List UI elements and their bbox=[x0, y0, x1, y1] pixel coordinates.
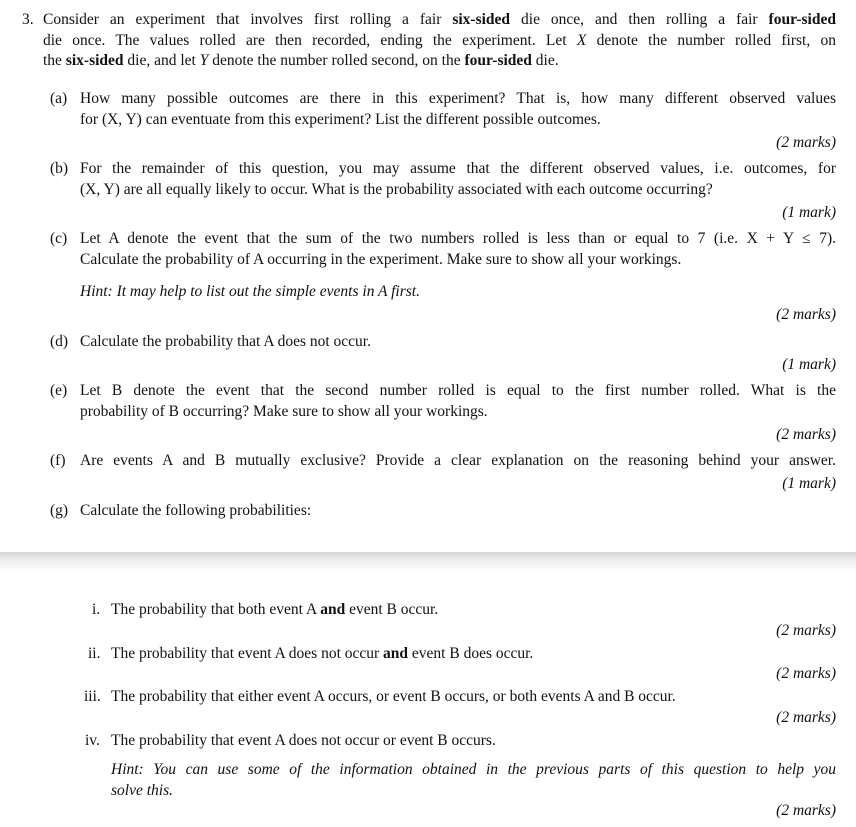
subpart-bold: and bbox=[383, 645, 409, 662]
part-g-i-line-1 bbox=[111, 600, 438, 620]
part-c-line-2: Calculate the probability of A occurring in the experiment. Make sure to show all your workings. bbox=[80, 251, 682, 268]
subpart-text: event B occur. bbox=[345, 601, 439, 618]
part-g-iv-marks: (2 marks) bbox=[776, 802, 836, 819]
intro-text: denote the number rolled second, on the bbox=[208, 52, 465, 69]
intro-text: denote the number rolled first, on bbox=[586, 32, 836, 49]
part-b-marks: (1 mark) bbox=[782, 204, 836, 221]
part-c-marks: (2 marks) bbox=[776, 306, 836, 323]
intro-var: X bbox=[576, 32, 587, 49]
part-g-iii-label: iii. bbox=[84, 688, 101, 705]
intro-var: Y bbox=[199, 52, 209, 69]
part-b-line-1: For the remainder of this question, you may assume that the different observed values, i.e. outcomes, for bbox=[80, 160, 836, 177]
part-e-line-2: probability of B occurring? Make sure to show all your workings. bbox=[80, 403, 488, 420]
part-e-label: (e) bbox=[50, 382, 68, 399]
page-separator bbox=[0, 552, 856, 570]
part-g-iv-hint-2: solve this. bbox=[111, 782, 173, 799]
part-c-hint: Hint: It may help to list out the simple events in A first. bbox=[80, 283, 420, 300]
part-g-i-marks: (2 marks) bbox=[776, 622, 836, 639]
part-g-ii-marks: (2 marks) bbox=[776, 665, 836, 682]
intro-text: die once. The values rolled are then recorded, ending the experiment. Let bbox=[43, 32, 577, 49]
part-c-line-1: Let A denote the event that the sum of the two numbers rolled is less than or equal to 7 (i.e. X + Y ≤ 7). bbox=[80, 230, 836, 247]
part-a-line-1: How many possible outcomes are there in this experiment? That is, how many different observed values bbox=[80, 90, 836, 107]
part-b-line-2: (X, Y) are all equally likely to occur. What is the probability associated with each outcome occurring? bbox=[80, 181, 713, 198]
intro-line-3 bbox=[43, 51, 559, 71]
intro-bold: four-sided bbox=[464, 52, 532, 69]
part-f-line-1: Are events A and B mutually exclusive? Provide a clear explanation on the reasoning behind your answer. bbox=[80, 452, 836, 469]
intro-text: die, and let bbox=[123, 52, 200, 69]
part-g-iv-label: iv. bbox=[85, 732, 100, 749]
part-d-label: (d) bbox=[50, 333, 69, 350]
part-g-iii-line-1: The probability that either event A occurs, or event B occurs, or both events A and B occur. bbox=[111, 688, 676, 705]
intro-bold: four-sided bbox=[768, 11, 836, 28]
part-f-marks: (1 mark) bbox=[782, 475, 836, 492]
subpart-text: event B does occur. bbox=[408, 645, 534, 662]
part-f-label: (f) bbox=[50, 452, 66, 469]
intro-bold: six-sided bbox=[452, 11, 511, 28]
part-g-iv-line-1: The probability that event A does not occur or event B occurs. bbox=[111, 732, 496, 749]
question-number: 3. bbox=[22, 11, 34, 28]
subpart-bold: and bbox=[320, 601, 346, 618]
intro-line-2 bbox=[43, 31, 836, 51]
part-d-line-1: Calculate the probability that A does not occur. bbox=[80, 333, 371, 350]
intro-text: Consider an experiment that involves first rolling a fair bbox=[43, 11, 453, 28]
part-c-label: (c) bbox=[50, 230, 68, 247]
part-g-i-label: i. bbox=[92, 601, 101, 618]
intro-text: die once, and then rolling a fair bbox=[510, 11, 769, 28]
part-e-line-1: Let B denote the event that the second number rolled is equal to the first number rolled. What is the bbox=[80, 382, 836, 399]
part-b-label: (b) bbox=[50, 160, 69, 177]
part-g-iv-hint-1: Hint: You can use some of the information obtained in the previous parts of this question to help you bbox=[111, 761, 836, 778]
part-g-line-1: Calculate the following probabilities: bbox=[80, 502, 312, 519]
part-a-marks: (2 marks) bbox=[776, 134, 836, 151]
intro-text: die. bbox=[531, 52, 559, 69]
part-g-iii-marks: (2 marks) bbox=[776, 709, 836, 726]
part-a-label: (a) bbox=[50, 90, 68, 107]
part-g-label: (g) bbox=[50, 502, 69, 519]
subpart-text: The probability that both event A bbox=[111, 601, 321, 618]
part-d-marks: (1 mark) bbox=[782, 356, 836, 373]
part-g-ii-label: ii. bbox=[88, 645, 101, 662]
part-a-line-2: for (X, Y) can eventuate from this experiment? List the different possible outcomes. bbox=[80, 111, 601, 128]
intro-text: the bbox=[43, 52, 66, 69]
part-g-ii-line-1 bbox=[111, 644, 533, 664]
intro-line-1 bbox=[43, 10, 836, 30]
intro-bold: six-sided bbox=[65, 52, 124, 69]
subpart-text: The probability that event A does not occur bbox=[111, 645, 384, 662]
part-e-marks: (2 marks) bbox=[776, 426, 836, 443]
